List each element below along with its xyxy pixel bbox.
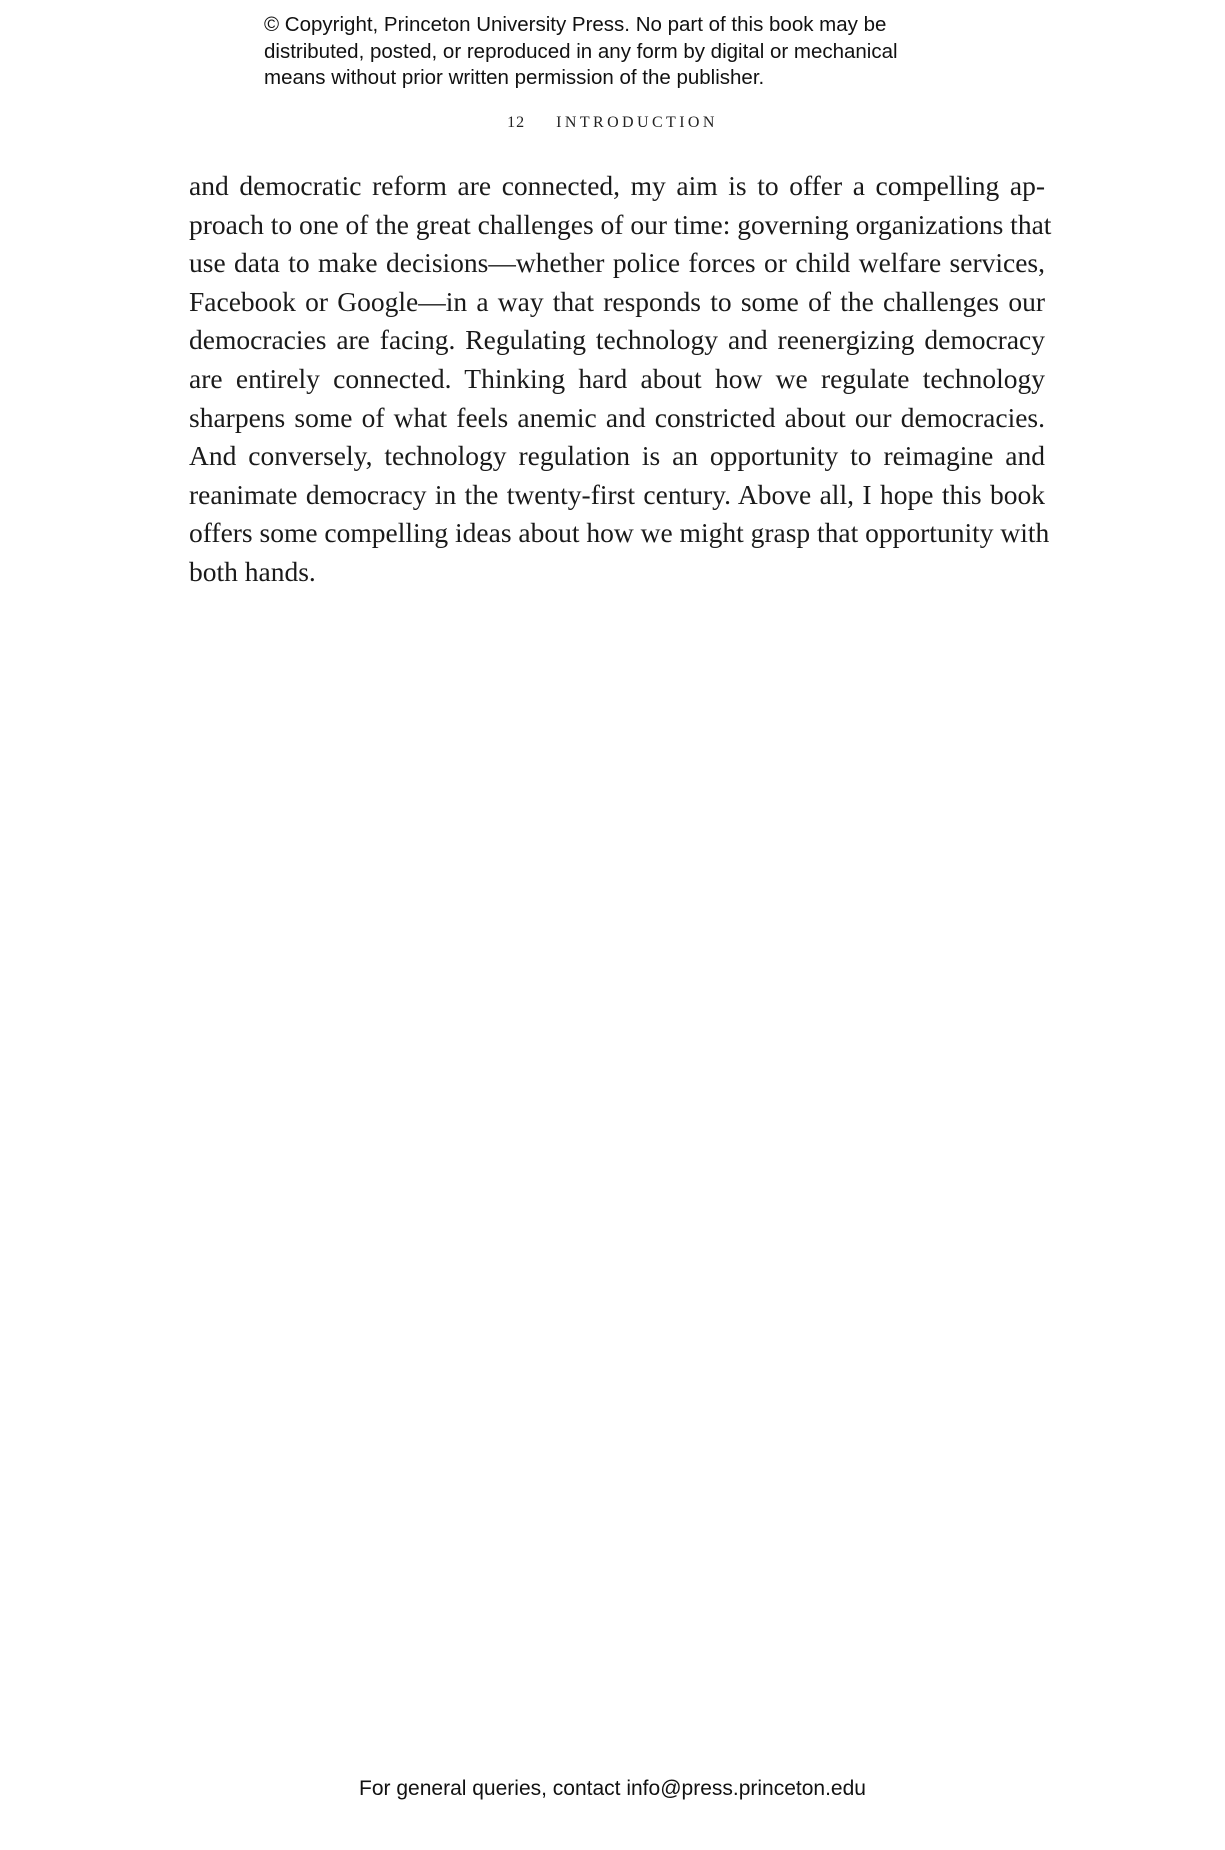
copyright-line: distributed, posted, or reproduced in any form by digital or mechanical	[264, 39, 898, 63]
body-line: are entirely connected. Thinking hard about how we regulate technology	[189, 362, 1045, 394]
body-line: And conversely, technology regulation is an opportunity to reimagine and	[189, 440, 1045, 472]
body-line: proach to one of the great challenges of our time: governing organizations that	[189, 208, 1052, 240]
body-line: use data to make decisions—whether police forces or child welfare services,	[189, 247, 1045, 279]
body-line: democracies are facing. Regulating technology and reenergizing democracy	[189, 324, 1045, 356]
running-head	[0, 114, 1225, 132]
body-line: reanimate democracy in the twenty-first century. Above all, I hope this book	[189, 478, 1045, 510]
footer-contact: For general queries, contact info@press.princeton.edu	[359, 1777, 866, 1800]
page-number: 12	[507, 114, 526, 131]
section-title: INTRODUCTION	[556, 114, 718, 131]
copyright-line: © Copyright, Princeton University Press. No part of this book may be	[264, 13, 887, 36]
body-line: Facebook or Google—in a way that responds to some of the challenges our	[189, 285, 1045, 317]
body-line: both hands.	[189, 555, 316, 587]
body-line: offers some compelling ideas about how we might grasp that opportunity with	[189, 517, 1050, 549]
body-line: and democratic reform are connected, my aim is to offer a compelling ap-	[189, 170, 1045, 201]
body-line: sharpens some of what feels anemic and constricted about our democracies.	[189, 401, 1045, 433]
copyright-line: means without prior written permission of the publisher.	[264, 66, 765, 89]
body-paragraph	[189, 167, 1052, 592]
copyright-notice	[264, 12, 984, 92]
